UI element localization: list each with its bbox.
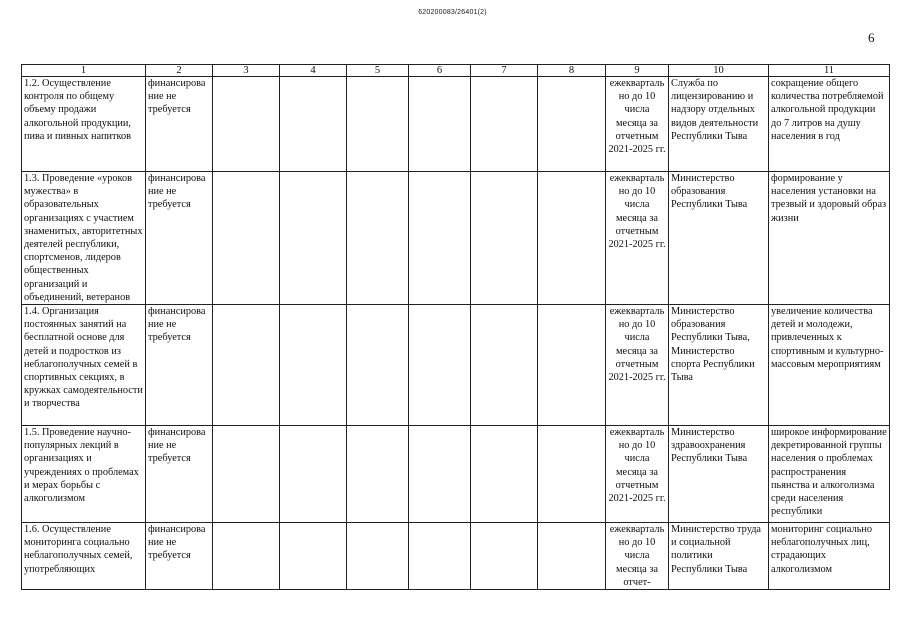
empty-cell [471,172,538,305]
empty-cell [347,172,409,305]
empty-cell [538,77,606,172]
period-cell: ежеквартально до 10 числа месяца за отчетным 2021-2025 гг. [606,172,669,305]
measure-cell: 1.6. Осуществление мониторинга социально неблагополучных семей, употребляющих [22,523,146,590]
result-cell: широкое информирование декретированной группы населения о проблемах распространения пьянства и алкоголизма среди населения республики [769,426,890,523]
responsible-cell: Министерство здравоохранения Республики Тыва [669,426,769,523]
empty-cell [538,426,606,523]
empty-cell [409,172,471,305]
period-cell: ежеквартально до 10 числа месяца за отчетным 2021-2025 гг. [606,426,669,523]
empty-cell [280,523,347,590]
responsible-cell: Министерство труда и социальной политики Республики Тыва [669,523,769,590]
column-header: 1 [22,65,146,77]
responsible-cell: Министерство образования Республики Тыва [669,172,769,305]
program-table [21,64,890,590]
column-header: 8 [538,65,606,77]
empty-cell [213,77,280,172]
empty-cell [280,77,347,172]
measure-cell: 1.5. Проведение научно-популярных лекций в организациях и учреждениях о проблемах и мерах борьбы с алкоголизмом [22,426,146,523]
period-cell: ежеквартально до 10 числа месяца за отчетным 2021-2025 гг. [606,305,669,426]
empty-cell [471,77,538,172]
empty-cell [213,426,280,523]
result-cell: формирование у населения установки на трезвый и здоровый образ жизни [769,172,890,305]
empty-cell [538,305,606,426]
empty-cell [213,172,280,305]
empty-cell [409,77,471,172]
column-header: 4 [280,65,347,77]
period-cell: ежеквартально до 10 числа месяца за отчетным 2021-2025 гг. [606,77,669,172]
column-header: 2 [146,65,213,77]
column-header: 3 [213,65,280,77]
empty-cell [538,172,606,305]
measure-cell: 1.4. Организация постоянных занятий на бесплатной основе для детей и подростков из неблагополучных семей в спортивных секциях, в кружках самодеятельности и творчества [22,305,146,426]
page-number: 6 [868,30,875,45]
column-header: 5 [347,65,409,77]
empty-cell [280,172,347,305]
column-header: 6 [409,65,471,77]
empty-cell [409,426,471,523]
measure-cell: 1.2. Осуществление контроля по общему объему продажи алкогольной продукции, пива и пивных напитков [22,77,146,172]
table-row [22,77,890,172]
financing-cell: финансирование не требуется [146,426,213,523]
measure-cell: 1.3. Проведение «уроков мужества» в образовательных организациях с участием знаменитых, авторитетных деятелей республики, спортсменов, лидеров общественных организаций и объединений, ветеранов [22,172,146,305]
empty-cell [471,523,538,590]
financing-cell: финансирование не требуется [146,172,213,305]
column-header: 11 [769,65,890,77]
financing-cell: финансирование не требуется [146,77,213,172]
empty-cell [347,523,409,590]
result-cell: сокращение общего количества потребляемой алкогольной продукции до 7 литров на душу населения в год [769,77,890,172]
result-cell: увеличение количества детей и молодежи, привлеченных к спортивным и культурно-массовым мероприятиям [769,305,890,426]
column-header: 7 [471,65,538,77]
financing-cell: финансирование не требуется [146,305,213,426]
column-header: 9 [606,65,669,77]
empty-cell [409,305,471,426]
result-cell: мониторинг социально неблагополучных лиц, страдающих алкоголизмом [769,523,890,590]
empty-cell [409,523,471,590]
period-cell: ежеквартально до 10 числа месяца за отчет- [606,523,669,590]
empty-cell [471,426,538,523]
empty-cell [471,305,538,426]
empty-cell [347,305,409,426]
table-row [22,305,890,426]
document-code: 620200083/26401(2) [418,9,487,16]
table-header-row [22,65,890,77]
empty-cell [347,77,409,172]
empty-cell [280,305,347,426]
responsible-cell: Служба по лицензированию и надзору отдельных видов деятельности Республики Тыва [669,77,769,172]
table-row [22,426,890,523]
column-header: 10 [669,65,769,77]
table-row [22,172,890,305]
table-row [22,523,890,590]
empty-cell [347,426,409,523]
empty-cell [213,305,280,426]
empty-cell [538,523,606,590]
empty-cell [280,426,347,523]
responsible-cell: Министерство образования Республики Тыва, Министерство спорта Республики Тыва [669,305,769,426]
empty-cell [213,523,280,590]
financing-cell: финансирование не требуется [146,523,213,590]
